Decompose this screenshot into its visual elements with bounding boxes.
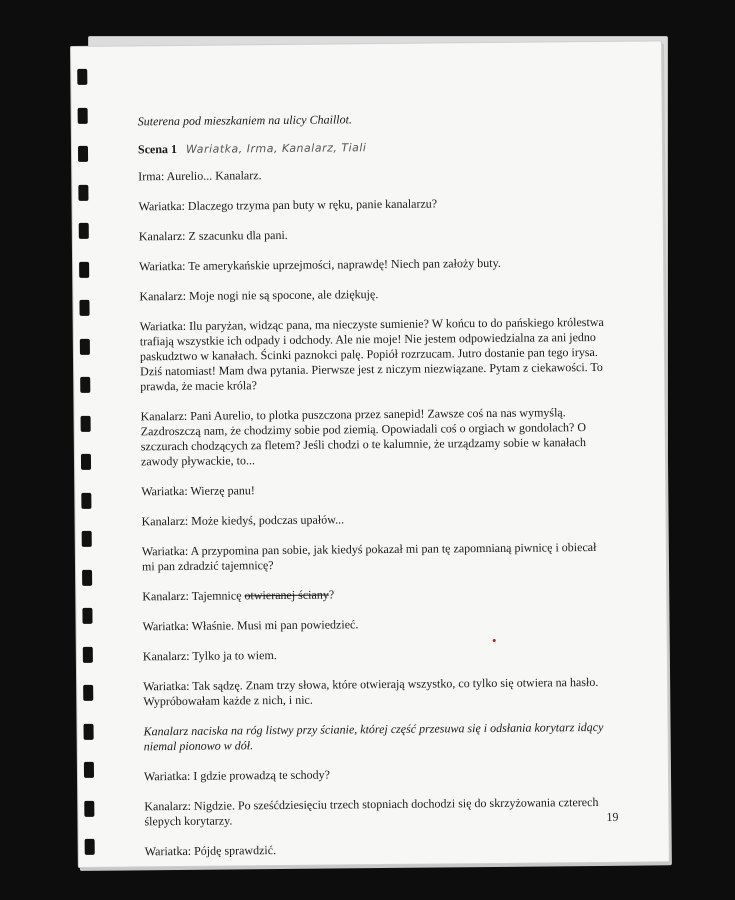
dialogue-line: Wariatka: Tak sądzę. Znam trzy słowa, które otwierają wszystko, co tylko się otwiera na hasło. Wypróbowałam każde z nich, i nic.: [143, 674, 599, 709]
punch-hole: [83, 646, 93, 662]
secret-suffix: ?: [328, 587, 335, 602]
punch-hole: [85, 839, 95, 855]
punch-hole: [80, 338, 90, 354]
scene-location: Suterena pod mieszkaniem na ulicy Chaillot.: [137, 112, 352, 129]
punch-holes: [77, 69, 99, 859]
dialogue-line: Wariatka: Pójdę sprawdzić.: [144, 843, 277, 859]
handwritten-cast-note: Wariatka, Irma, Kanalarz, Tiali: [185, 141, 367, 156]
dialogue-line: Kanalarz: Pani Aurelio, to plotka puszczona przez sanepid! Zawsze coś na nas wymyślą. Zazdroszczą nam, że chodzimy sobie pod ziemią. Opowiadali coś o orgiach w gondolach? O szczurach chodzących za fletem? Jeśli chodzi o te kalumnie, że urządzamy sobie w kanałach zawody pływackie, to...: [140, 405, 587, 469]
punch-hole: [79, 223, 89, 239]
struck-text: otwieranej ściany: [244, 587, 329, 603]
punch-hole: [81, 492, 91, 508]
punch-hole: [79, 300, 89, 316]
dialogue-line: Kanalarz: Tylko ja to wiem.: [142, 648, 277, 664]
stage-direction: Kanalarz naciska na róg listwy przy ścianie, której część przesuwa się i odsłania korytarz idący niemal pionowo w dół.: [143, 719, 604, 754]
dialogue-line: Wariatka: Wierzę panu!: [141, 483, 255, 499]
ink-mark: [493, 639, 496, 642]
page: [70, 40, 670, 868]
punch-hole: [84, 762, 94, 778]
dialogue-line: Irma: Aurelio... Kanalarz.: [138, 168, 262, 184]
dialogue-line: Wariatka: Właśnie. Musi mi pan powiedzieć.: [142, 617, 359, 634]
dialogue-line-secret: [142, 585, 612, 605]
punch-hole: [81, 415, 91, 431]
dialogue-line: Wariatka: Ilu paryżan, widząc pana, ma nieczyste sumienie? W końcu to do pańskiego królestwa trafiają wszystkie ich odpady i odchody. Ale nie moje! Nie jestem odpowiedzialna za ani jedno paskudztwo w kanałach. Ścinki paznokci palę. Popiół rozrzucam. Jutro dostanie pan tego irysa. Dziś natomiast! Mam dwa pytania. Pierwsze jest z niczym niezwiązane. Pytam z ciekawości. To prawda, że macie króla?: [139, 314, 604, 394]
dialogue-line: Wariatka: A przypomina pan sobie, jak kiedyś pokazał mi pan tę zapomnianą piwnicę i obiecał mi pan zdradzić tajemnicę?: [141, 539, 597, 574]
punch-hole: [84, 723, 94, 739]
punch-hole: [82, 531, 92, 547]
punch-hole: [79, 261, 89, 277]
scene-heading: [138, 138, 608, 158]
punch-hole: [81, 454, 91, 470]
script-text: [138, 110, 615, 874]
dialogue-line: Wariatka: I gdzie prowadzą te schody?: [143, 767, 331, 784]
punch-hole: [80, 377, 90, 393]
dialogue-line: Kanalarz: Moje nogi nie są spocone, ale dziękuję.: [139, 287, 379, 304]
dialogue-line: Kanalarz: Może kiedyś, podczas upałów...: [141, 512, 345, 529]
punch-hole: [82, 608, 92, 624]
punch-hole: [77, 69, 87, 85]
secret-prefix: Kanalarz: Tajemnicę: [142, 588, 245, 604]
punch-hole: [78, 184, 88, 200]
punch-hole: [78, 146, 88, 162]
page-number: 19: [606, 809, 619, 824]
punch-hole: [83, 685, 93, 701]
dialogue-line: Kanalarz: Z szacunku dla pani.: [138, 227, 288, 244]
dialogue-line: Kanalarz: Nigdzie. Po sześćdziesięciu trzech stopniach dochodzi się do skrzyżowania czterech ślepych korytarzy.: [144, 794, 599, 829]
punch-hole: [84, 800, 94, 816]
dialogue-line: Wariatka: Dlaczego trzyma pan buty w ręku, panie kanalarzu?: [138, 196, 438, 214]
scene-label: Scena 1: [137, 141, 178, 157]
punch-hole: [78, 107, 88, 123]
dialogue-line: Wariatka: Te amerykańskie uprzejmości, naprawdę! Niech pan założy buty.: [139, 255, 501, 274]
punch-hole: [82, 569, 92, 585]
